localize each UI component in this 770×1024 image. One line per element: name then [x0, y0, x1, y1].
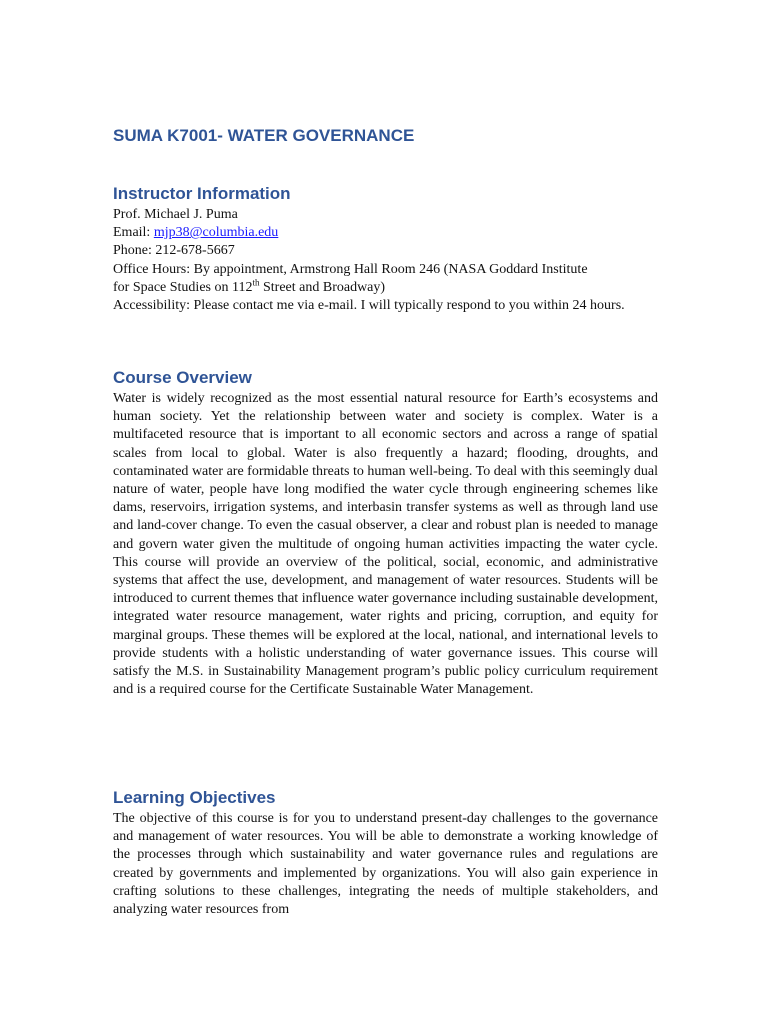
learning-objectives-section	[113, 786, 658, 919]
instructor-phone: Phone: 212-678-5667	[113, 243, 235, 259]
objectives-heading: Learning Objectives	[113, 788, 276, 807]
office-hours-address-start: for Space Studies on 112	[113, 279, 253, 295]
email-label: Email:	[113, 225, 154, 241]
instructor-email-line	[113, 224, 658, 242]
document-title: SUMA K7001- WATER GOVERNANCE	[113, 126, 415, 145]
objectives-paragraph: The objective of this course is for you to understand present-day challenges to the governance and management of water resources. You will be able to demonstrate a working knowledge of the processes through which sustainability and water governance rules and regulations are created by governments and implemented by organizations. You will also gain experience in crafting solutions to these challenges, integrating the needs of multiple stakeholders, and analyzing water resources from	[113, 811, 658, 918]
ordinal-suffix: th	[252, 277, 260, 288]
email-link[interactable]: mjp38@columbia.edu	[153, 225, 279, 241]
course-overview-section	[113, 366, 658, 699]
accessibility-note: Accessibility: Please contact me via e-mail. I will typically respond to you within 24 hours.	[113, 298, 625, 314]
overview-paragraph: Water is widely recognized as the most essential natural resource for Earth’s ecosystems and human society. Yet the relationship between water and society is complex. Water is a multifaceted resource that is important to all economic sectors and across a range of spatial scales from local to global. Water is also frequently a hazard; flooding, droughts, and contaminated water are formidable threats to human well-being. To deal with this seemingly dual nature of water, people have long modified the water cycle through engineering schemes like dams, reservoirs, irrigation systems, and interbasin transfer systems as well as through land use and land-cover change. To even the casual observer, a clear and robust plan is needed to manage and govern water given the multitude of ongoing human activities impacting the water cycle. This course will provide an overview of the political, social, economic, and administrative systems that affect the use, development, and management of water resources. Students will be introduced to current themes that influence water governance including sustainable development, integrated water resource management, water rights and pricing, corruption, and equity for marginal groups. These themes will be explored at the local, national, and international levels to provide students with a holistic understanding of water governance issues. This course will satisfy the M.S. in Sustainability Management program’s public policy curriculum requirement and is a required course for the Certificate Sustainable Water Management.	[113, 391, 658, 698]
instructor-information-section	[113, 182, 658, 315]
office-hours-address-end: Street and Broadway)	[259, 279, 386, 295]
office-hours-line-1: Office Hours: By appointment, Armstrong Hall Room 246 (NASA Goddard Institute	[113, 261, 588, 277]
overview-heading: Course Overview	[113, 368, 252, 387]
instructor-heading: Instructor Information	[113, 184, 291, 203]
instructor-name: Prof. Michael J. Puma	[113, 207, 238, 222]
office-hours-line-2	[113, 279, 658, 297]
